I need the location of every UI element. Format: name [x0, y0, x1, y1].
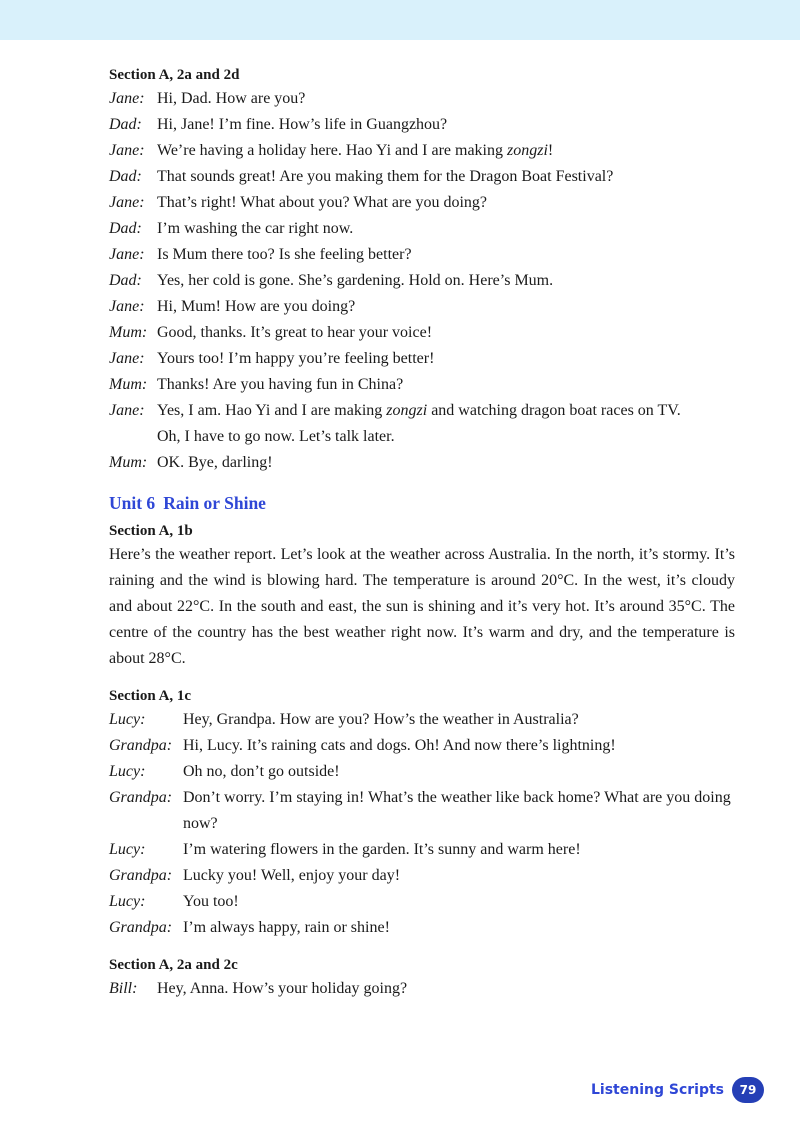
line-text: I’m washing the car right now. [157, 220, 354, 237]
line-text: Don’t worry. I’m staying in! What’s the weather like back home? What are you doing now? [183, 789, 731, 832]
speaker: Grandpa: [109, 789, 173, 806]
speaker: Mum: [109, 454, 148, 471]
dialogue-line [109, 785, 735, 837]
dialogue-line [109, 837, 735, 863]
dialogue-line [109, 759, 735, 785]
speaker: Mum: [109, 324, 148, 341]
line-text: Hey, Grandpa. How are you? How’s the weather in Australia? [183, 711, 579, 728]
line-text: OK. Bye, darling! [157, 454, 273, 471]
speaker: Grandpa: [109, 867, 173, 884]
top-color-band [0, 0, 800, 40]
line-text-continuation: Oh, I have to go now. Let’s talk later. [157, 428, 395, 445]
dialogue-line [109, 190, 735, 216]
speaker: Dad: [109, 272, 142, 289]
speaker: Jane: [109, 142, 145, 159]
speaker: Dad: [109, 168, 142, 185]
dialogue-line [109, 268, 735, 294]
line-text: I’m watering flowers in the garden. It’s sunny and warm here! [183, 841, 581, 858]
line-text: Is Mum there too? Is she feeling better? [157, 246, 412, 263]
dialogue-line [109, 112, 735, 138]
weather-report-paragraph: Here’s the weather report. Let’s look at the weather across Australia. In the north, it’s stormy. It’s raining and the wind is blowing hard. The temperature is around 20°C. In the west, it’s cloudy and about 22°C. In the south and east, the sun is shining and it’s very hot. It’s around 35°C. The centre of the country has the best weather right now. It’s warm and dry, and the temperature is about 28°C. [109, 546, 735, 667]
dialogue-line [109, 372, 735, 398]
speaker: Jane: [109, 402, 145, 419]
speaker: Jane: [109, 194, 145, 211]
section-heading: Section A, 1b [109, 523, 193, 539]
section-heading: Section A, 1c [109, 688, 192, 704]
speaker: Lucy: [109, 711, 146, 728]
speaker: Dad: [109, 116, 142, 133]
dialogue-line [109, 216, 735, 242]
line-text-part: and watching dragon boat races on TV. [427, 402, 681, 419]
line-text: Hi, Jane! I’m fine. How’s life in Guangzhou? [157, 116, 448, 133]
line-text: Lucky you! Well, enjoy your day! [183, 867, 401, 884]
line-text-part: ! [547, 142, 554, 159]
dialogue-line [109, 346, 735, 372]
line-text: Yours too! I’m happy you’re feeling better! [157, 350, 435, 367]
dialogue-line [109, 450, 735, 476]
dialogue-line [109, 863, 735, 889]
line-text: Hey, Anna. How’s your holiday going? [157, 980, 408, 997]
dialogue-line [109, 733, 735, 759]
speaker: Lucy: [109, 763, 146, 780]
speaker: Jane: [109, 246, 145, 263]
italic-word: zongzi [386, 402, 428, 419]
line-text: Good, thanks. It’s great to hear your voice! [157, 324, 433, 341]
line-text [157, 138, 735, 164]
line-text: Hi, Mum! How are you doing? [157, 298, 356, 315]
dialogue-line [109, 320, 735, 346]
dialogue-2a-2c [109, 976, 735, 1002]
dialogue-1c [109, 707, 735, 941]
unit-name: Rain or Shine [163, 493, 266, 513]
line-text: Oh no, don’t go outside! [183, 763, 340, 780]
speaker: Dad: [109, 220, 142, 237]
unit-title [109, 490, 735, 516]
speaker: Jane: [109, 90, 145, 107]
section-heading: Section A, 2a and 2c [109, 957, 238, 973]
dialogue-line [109, 915, 735, 941]
section-heading: Section A, 2a and 2d [109, 67, 240, 83]
dialogue-line [109, 398, 735, 450]
dialogue-line [109, 707, 735, 733]
line-text: Thanks! Are you having fun in China? [157, 376, 404, 393]
line-text: Yes, her cold is gone. She’s gardening. Hold on. Here’s Mum. [157, 272, 554, 289]
dialogue-line [109, 294, 735, 320]
line-text-part: We’re having a holiday here. Hao Yi and I are making [157, 142, 507, 159]
page-content [109, 64, 735, 1002]
line-text: You too! [183, 893, 239, 910]
speaker: Mum: [109, 376, 148, 393]
dialogue-line [109, 242, 735, 268]
line-text: Hi, Dad. How are you? [157, 90, 306, 107]
line-text-part: Yes, I am. Hao Yi and I are making [157, 402, 387, 419]
page-footer [591, 1077, 764, 1103]
line-text: Hi, Lucy. It’s raining cats and dogs. Oh! And now there’s lightning! [183, 737, 616, 754]
speaker: Grandpa: [109, 737, 173, 754]
page-number-badge: 79 [732, 1077, 764, 1103]
line-text: I’m always happy, rain or shine! [183, 919, 390, 936]
dialogue-line [109, 164, 735, 190]
speaker: Grandpa: [109, 919, 173, 936]
speaker: Jane: [109, 350, 145, 367]
dialogue-line [109, 889, 735, 915]
speaker: Bill: [109, 980, 138, 997]
italic-word: zongzi [506, 142, 548, 159]
speaker: Lucy: [109, 893, 146, 910]
line-text [157, 398, 735, 450]
footer-label: Listening Scripts [591, 1082, 724, 1098]
speaker: Lucy: [109, 841, 146, 858]
dialogue-2a-2d [109, 86, 735, 476]
dialogue-line [109, 138, 735, 164]
line-text: That sounds great! Are you making them for the Dragon Boat Festival? [157, 168, 614, 185]
line-text: That’s right! What about you? What are you doing? [157, 194, 487, 211]
speaker: Jane: [109, 298, 145, 315]
dialogue-line [109, 976, 735, 1002]
dialogue-line [109, 86, 735, 112]
unit-number: Unit 6 [109, 493, 156, 513]
